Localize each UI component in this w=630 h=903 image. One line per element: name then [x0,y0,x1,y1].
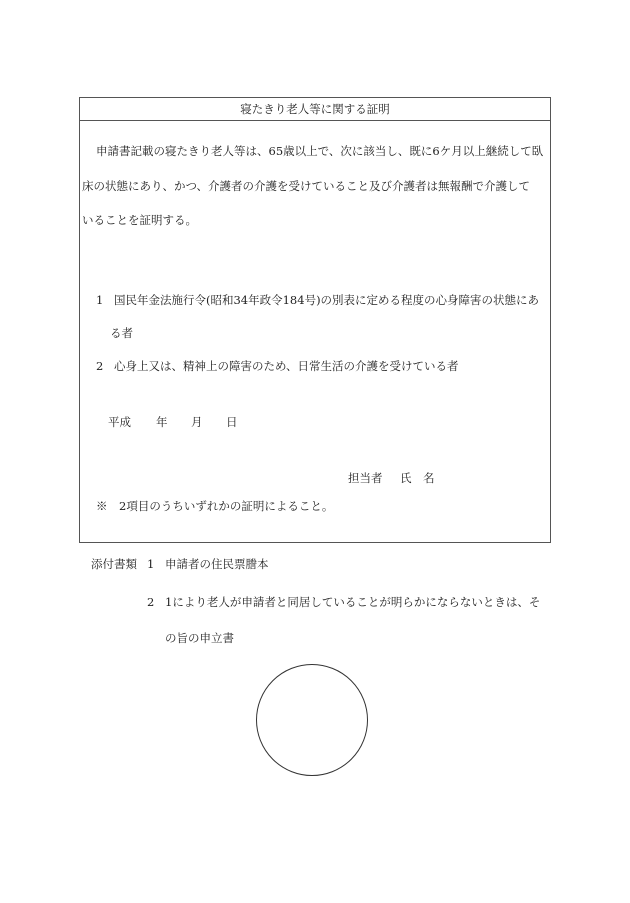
attachment-1: 申請者の住民票謄本 [165,557,269,571]
item-2-number: 2 [96,359,104,373]
date-month: 月 [191,415,203,429]
seal-circle [256,664,368,776]
item-1-line-2: る者 [110,326,133,340]
attachments-label: 添付書類 [91,557,137,571]
intro-line-3: いることを証明する。 [82,213,197,227]
attachment-2-number: 2 [147,595,155,609]
intro-line-2: 床の状態にあり、かつ、介護者の介護を受けていること及び介護者は無報酬で介護して [82,179,531,193]
certificate-box [79,97,551,543]
item-1-line-1: 国民年金法施行令(昭和34年政令184号)の別表に定める程度の心身障害の状態にあ [114,293,540,307]
signer-name-label: 氏 名 [400,471,435,485]
item-1-number: 1 [96,293,104,307]
attachment-2-line-1: 1により老人が申請者と同居していることが明らかにならないときは、そ [165,595,541,609]
date-era: 平成 [108,415,131,429]
certificate-title: 寝たきり老人等に関する証明 [80,98,550,121]
date-day: 日 [226,415,238,429]
attachment-1-number: 1 [147,557,155,571]
signer-role: 担当者 [348,471,383,485]
date-year: 年 [156,415,168,429]
intro-line-1: 申請書記載の寝たきり老人等は、65歳以上で、次に該当し、既に6ケ月以上継続して臥 [96,144,544,158]
note: ※ 2項目のうちいずれかの証明によること。 [96,499,334,513]
item-2-text: 心身上又は、精神上の障害のため、日常生活の介護を受けている者 [114,359,459,373]
attachment-2-line-2: の旨の申立書 [165,631,234,645]
